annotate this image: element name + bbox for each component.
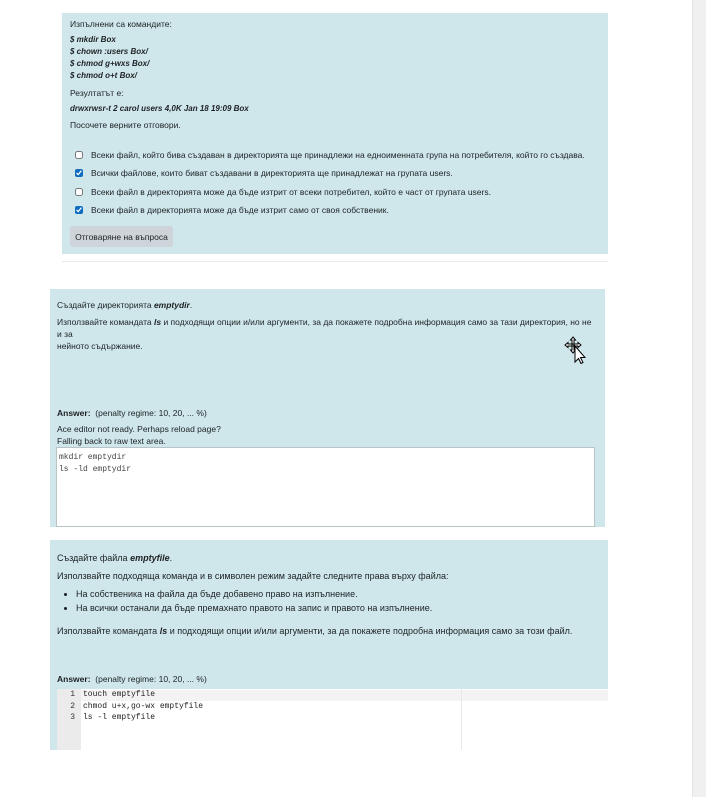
line-number: 3 [70, 713, 75, 722]
q1-option-label: Всеки файл, който бива създаван в директорията ще принадлежи на едноименната група на потребителя, който го създава. [91, 150, 585, 160]
q1-option-label: Всеки файл в директорията може да бъде изтрит само от своя собственик. [91, 205, 389, 215]
line-number: 2 [70, 701, 75, 711]
q3-penalty: (penalty regime: 10, 20, ... %) [95, 674, 207, 684]
q2-answer-label: Answer: [57, 408, 91, 418]
print-margin [461, 689, 462, 750]
line-number: 1 [70, 690, 75, 699]
q3-task-prefix: Създайте файла [57, 553, 131, 563]
q3-answer-label: Answer: [57, 674, 91, 684]
active-line-highlight [81, 690, 608, 701]
q3-answer-header [57, 674, 207, 684]
q2-task-name: emptydir [153, 300, 190, 310]
list-item: • На всички останали да бъде премахнато правото на запис и правото на изпълнение. [76, 602, 432, 616]
q3-desc-prefix: Използвайте командата [57, 626, 160, 636]
q2-desc-rest: и подходящи опции и/или аргументи, за да покажете подробна информация само за тази директория, но не и за [57, 317, 592, 339]
q1-intro: Изпълнени са командите: [70, 19, 172, 29]
submit-answer-button[interactable]: Отговаряне на въпроса [70, 226, 173, 247]
q1-result-label: Резултатът е: [70, 88, 124, 98]
panel-edge-gap [50, 80, 62, 98]
q3-task [57, 553, 172, 563]
code-line[interactable]: touch emptyfile [83, 690, 156, 699]
q1-prompt: Посочете верните отговори. [70, 120, 181, 130]
q3-bullet-list [58, 588, 432, 615]
q1-option-3[interactable] [75, 187, 491, 197]
q2-answer-header [57, 408, 207, 418]
q1-option-label: Всеки файл в директорията може да бъде изтрит от всеки потребител, който е част от групата users. [91, 187, 491, 197]
move-cursor-icon [564, 336, 588, 364]
q1-option-label: Всички файлове, които биват създавани в директорията ще принадлежат на групата users. [91, 168, 453, 178]
q2-desc-line2: нейното съдържание. [57, 341, 143, 351]
q1-command: $ chown :users Box/ [70, 47, 148, 56]
q2-task-prefix: Създайте директорията [57, 300, 154, 310]
q3-description [57, 626, 572, 636]
q3-desc-cmd: ls [159, 626, 168, 636]
q1-option-4[interactable] [75, 205, 389, 215]
q1-command: $ mkdir Box [70, 35, 116, 44]
q1-command: $ chmod o+t Box/ [70, 71, 137, 80]
q2-fallback-message: Falling back to raw text area. [57, 436, 166, 446]
q1-option-3-checkbox[interactable] [75, 188, 83, 196]
q3-task-suffix: . [169, 553, 173, 563]
question-divider [62, 261, 608, 262]
q1-result: drwxrwsr-t 2 carol users 4,0K Jan 18 19:09 Box [70, 104, 249, 113]
q2-desc-prefix: Използвайте командата [57, 317, 154, 327]
list-item: • На собственика на файла да бъде добавено право на изпълнение. [76, 588, 432, 602]
q2-desc-cmd: ls [153, 317, 162, 327]
q1-option-2-checkbox[interactable] [75, 169, 83, 177]
q3-task-name: emptyfile [130, 553, 170, 563]
q1-option-1-checkbox[interactable] [75, 151, 83, 159]
q2-penalty: (penalty regime: 10, 20, ... %) [95, 408, 207, 418]
q3-desc-rest: и подходящи опции и/или аргументи, за да покажете подробна информация само за този файл. [167, 626, 573, 636]
q3-intro: Използвайте подходяща команда и в символен режим задайте следните права върху файла: [57, 571, 449, 581]
q1-option-2[interactable] [75, 168, 453, 178]
page-scrollbar[interactable] [692, 0, 706, 797]
q1-option-1[interactable] [75, 150, 585, 160]
q1-command: $ chmod g+wxs Box/ [70, 59, 150, 68]
q3-code-editor[interactable] [57, 689, 608, 750]
q2-task [57, 300, 192, 310]
q2-task-suffix: . [189, 300, 193, 310]
q2-answer-textarea[interactable]: mkdir emptydir ls -ld emptydir [56, 447, 595, 527]
q2-description [57, 316, 597, 352]
code-line[interactable]: chmod u+x,go-wx emptyfile [83, 701, 204, 711]
code-line[interactable]: ls -l emptyfile [83, 713, 156, 722]
q1-option-4-checkbox[interactable] [75, 206, 83, 214]
q2-ace-message: Ace editor not ready. Perhaps reload page? [57, 424, 221, 434]
